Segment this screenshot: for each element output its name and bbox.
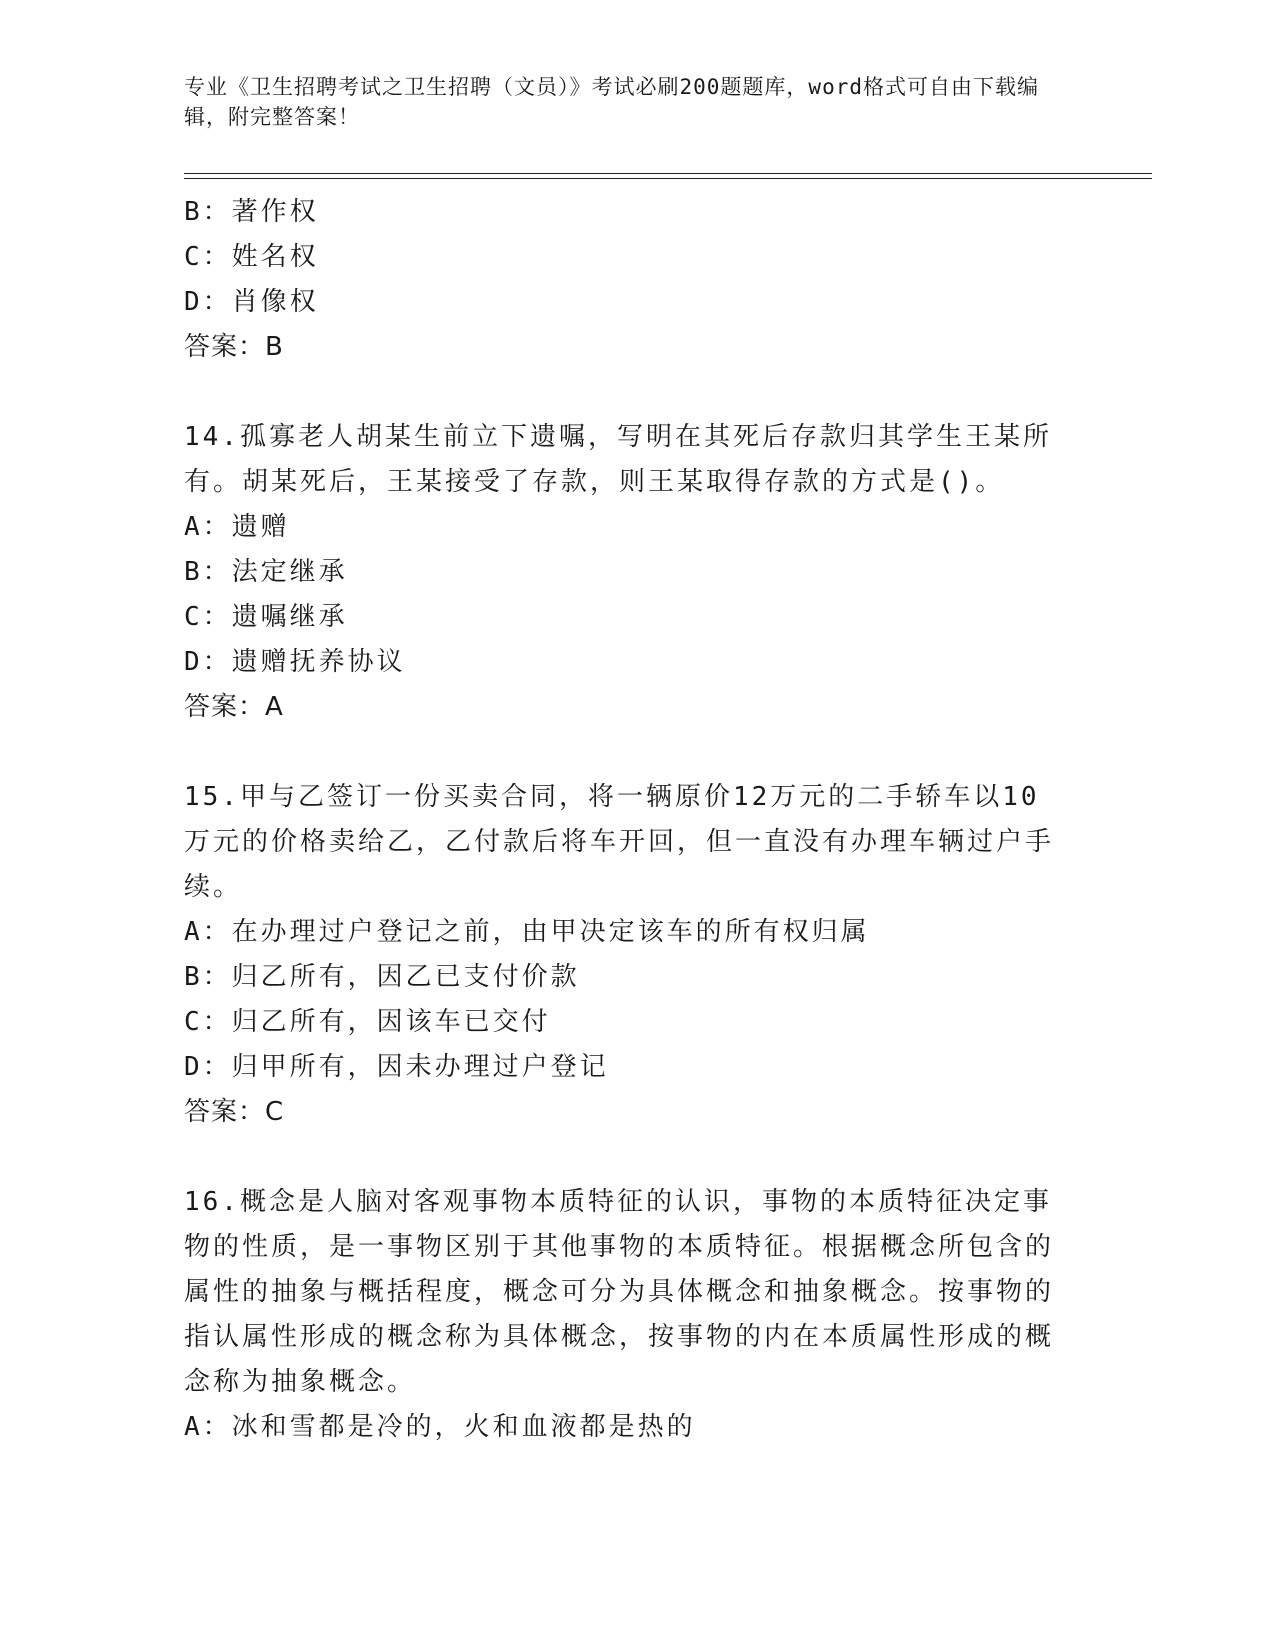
q14-option-c: C：遗嘱继承 xyxy=(184,602,348,632)
q15-option-d: D：归甲所有，因未办理过户登记 xyxy=(184,1052,609,1082)
q13-option-b: B：著作权 xyxy=(184,197,319,227)
q14-text: 14.孤寡老人胡某生前立下遗嘱，写明在其死后存款归其学生王某所有。胡某死后，王某接受了存款，则王某取得存款的方式是()。 xyxy=(184,422,1052,497)
q15-option-c: C：归乙所有，因该车已交付 xyxy=(184,1007,551,1037)
q13-option-d: D：肖像权 xyxy=(184,287,319,317)
q14-option-a: A：遗赠 xyxy=(184,512,290,542)
q15-text: 15.甲与乙签订一份买卖合同，将一辆原价12万元的二手轿车以10万元的价格卖给乙，乙付款后将车开回，但一直没有办理车辆过户手续。 xyxy=(184,782,1055,902)
question-14 xyxy=(184,415,1084,730)
q14-answer: 答案：A xyxy=(184,692,284,722)
q13-answer: 答案：B xyxy=(184,332,284,362)
q14-option-d: D：遗赠抚养协议 xyxy=(184,647,406,677)
q15-answer: 答案：C xyxy=(184,1097,285,1127)
question-15 xyxy=(184,775,1084,1135)
spacer xyxy=(184,370,1084,415)
q14-option-b: B：法定继承 xyxy=(184,557,348,587)
q16-text: 16.概念是人脑对客观事物本质特征的认识，事物的本质特征决定事物的性质，是一事物区别于其他事物的本质特征。根据概念所包含的属性的抽象与概括程度，概念可分为具体概念和抽象概念。按事物的指认属性形成的概念称为具体概念，按事物的内在本质属性形成的概念称为抽象概念。 xyxy=(184,1187,1055,1397)
q15-option-b: B：归乙所有，因乙已支付价款 xyxy=(184,962,580,992)
q16-option-a: A：冰和雪都是冷的，火和血液都是热的 xyxy=(184,1412,696,1442)
question-content xyxy=(184,190,1084,1450)
header-divider xyxy=(184,173,1152,179)
question-16 xyxy=(184,1180,1084,1450)
q15-option-a: A：在办理过户登记之前，由甲决定该车的所有权归属 xyxy=(184,917,870,947)
spacer xyxy=(184,730,1084,775)
q13-option-c: C：姓名权 xyxy=(184,242,319,272)
page-header: 专业《卫生招聘考试之卫生招聘（文员）》考试必刷200题题库，word格式可自由下载编辑，附完整答案！ xyxy=(184,75,1039,129)
spacer xyxy=(184,1135,1084,1180)
question-13 xyxy=(184,190,1084,370)
